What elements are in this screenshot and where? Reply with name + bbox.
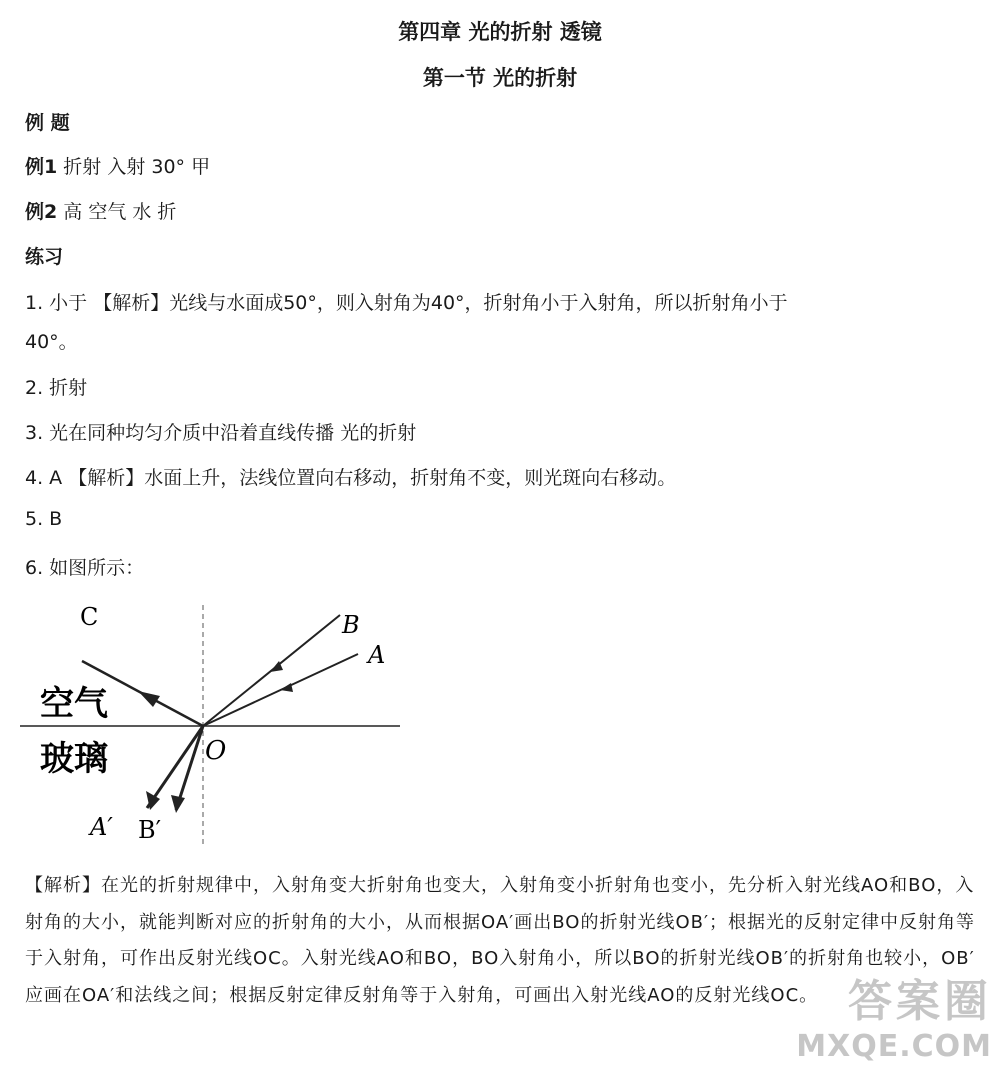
exercise-4: 4. A 【解析】水面上升，法线位置向右移动，折射角不变，则光斑向右移动。 <box>25 467 677 489</box>
watermark-cn: 答案圈 <box>848 976 992 1027</box>
watermark <box>796 965 992 1064</box>
label-a-prime: A′ <box>90 813 113 841</box>
exercises-heading: 练习 <box>25 246 64 268</box>
example-2 <box>25 197 176 224</box>
exercise-1-line-2: 40°。 <box>25 331 78 353</box>
section-title: 第一节 光的折射 <box>422 66 578 90</box>
label-o: O <box>205 736 227 766</box>
exercise-5: 5. B <box>25 508 63 530</box>
example-1-answer: 折射 入射 30° 甲 <box>57 156 211 178</box>
exercise-1-line-1: 1. 小于 【解析】光线与水面成50°，则入射角为40°，折射角小于入射角，所以折射角小于 <box>25 292 788 314</box>
exercise-3: 3. 光在同种均匀介质中沿着直线传播 光的折射 <box>25 422 417 444</box>
label-b: B <box>342 611 360 639</box>
arrow-ob-prime <box>171 795 185 813</box>
label-b-prime: B′ <box>138 816 162 844</box>
examples-heading: 例 题 <box>25 112 70 134</box>
explanation-paragraph: 【解析】在光的折射规律中，入射角变大折射角也变大，入射角变小折射角也变小，先分析入射光线AO和BO，入射角的大小，就能判断对应的折射角的大小，从而根据OA′画出BO的折射光线OB′；根据光的反射定律中反射角等于入射角，可作出反射光线OC。入射光线AO和BO，BO入射角小，所以BO的折射光线OB′的折射角也较小，OB′应画在OA′和法线之间；根据反射定律反射角等于入射角，可画出入射光线AO的反射光线OC。 <box>25 875 976 1006</box>
chapter-title: 第四章 光的折射 透镜 <box>398 20 602 44</box>
example-1 <box>25 152 210 179</box>
arrow-oc <box>138 691 160 707</box>
refraction-diagram <box>20 595 420 850</box>
label-c: C <box>80 603 99 631</box>
exercise-6: 6. 如图所示： <box>25 557 145 579</box>
example-1-label: 例1 <box>25 156 58 178</box>
refracted-ray-oa-prime <box>147 726 203 808</box>
arrow-ao <box>280 683 293 692</box>
example-2-answer: 高 空气 水 折 <box>57 201 177 223</box>
label-air: 空气 <box>40 684 108 724</box>
exercise-2: 2. 折射 <box>25 377 88 399</box>
label-glass: 玻璃 <box>40 739 108 779</box>
watermark-en: MXQE.COM <box>796 1029 992 1064</box>
label-a: A <box>368 641 386 669</box>
example-2-label: 例2 <box>25 201 58 223</box>
